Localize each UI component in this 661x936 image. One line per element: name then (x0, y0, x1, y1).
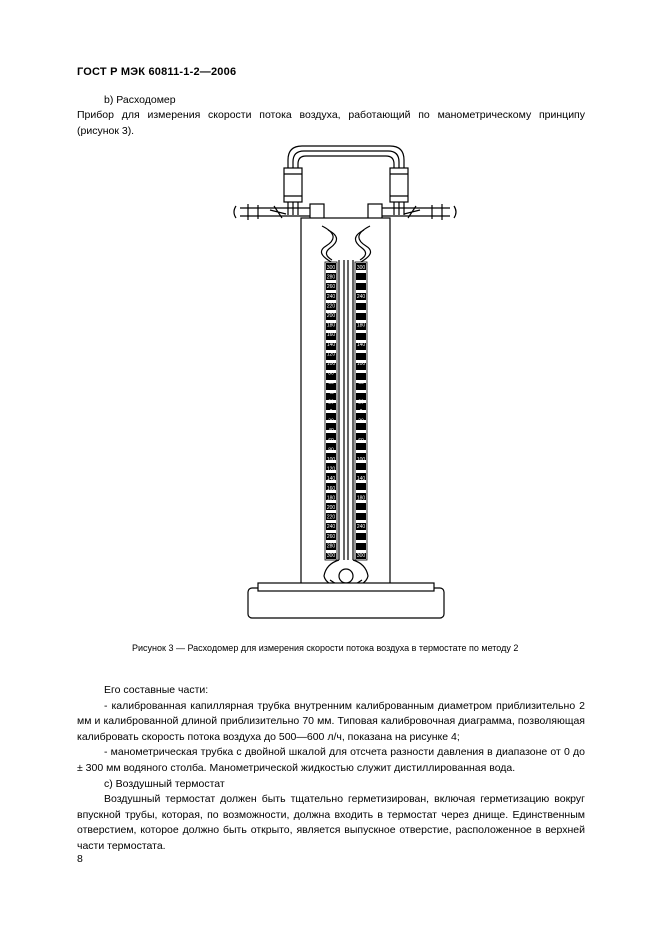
figure-caption: Рисунок 3 — Расходомер для измерения скорости потока воздуха в термостате по методу 2 (132, 643, 519, 653)
left-scale-label: 160 (326, 332, 336, 339)
right-scale-label: 300 (356, 553, 366, 559)
left-scale-label: 180 (326, 495, 336, 502)
right-scale-label: 180 (356, 322, 366, 329)
left-scale-label: 280 (326, 274, 336, 281)
right-scale-label: 140 (356, 476, 366, 483)
left-scale-label: 100 (326, 361, 336, 367)
section-b-description: Прибор для измерения скорости потока воздуха, работающий по манометрическому принципу (рисунок 3). (77, 109, 585, 137)
left-scale-label: 200 (326, 313, 336, 319)
right-scale-label: 20 (358, 399, 364, 406)
left-scale-label: 260 (326, 533, 336, 540)
left-scale-label: 40 (328, 389, 334, 396)
left-scale-label: 120 (326, 466, 336, 473)
right-scale-label: 300 (356, 265, 366, 271)
right-scale-label: 140 (356, 341, 366, 348)
left-scale-label: 120 (326, 351, 336, 358)
left-scale-label: 280 (326, 543, 336, 550)
components-intro: Его составные части: (104, 684, 209, 696)
flowmeter-figure (230, 140, 460, 630)
left-scale-label: 240 (326, 293, 336, 300)
component-item-capillary: - калиброванная капиллярная трубка внутренним калиброванным диаметром приблизительно 2 мм и калиброванной длиной приблизительно 70 мм. Типовая калибровочная диаграмма, позволяющая калибровать скорость потока воздуха до 500—600 л/ч, показана на рисунке 4; (77, 699, 585, 743)
left-scale-label: 300 (326, 553, 336, 559)
right-scale-label: 20 (358, 418, 364, 425)
left-scale-label: 140 (326, 476, 336, 483)
right-scale-label: 180 (356, 495, 366, 502)
left-scale-label: 40 (328, 428, 334, 435)
left-scale-label: 220 (326, 303, 336, 310)
left-scale-label: 100 (326, 457, 336, 463)
right-scale-label: 60 (358, 437, 364, 444)
right-scale-label: 240 (356, 524, 366, 531)
right-scale-label: 240 (356, 293, 366, 300)
left-scale-label: 60 (328, 380, 334, 387)
section-b-title: b) Расходомер (104, 94, 176, 106)
document-header: ГОСТ Р МЭК 60811-1-2—2006 (77, 66, 237, 78)
left-scale-label: 220 (326, 514, 336, 521)
right-scale-label: 100 (356, 457, 366, 463)
flowmeter-drawing (230, 140, 460, 625)
right-scale-label: 0 (359, 409, 363, 415)
body-text (77, 683, 585, 855)
component-item-manometer: - манометрическая трубка с двойной шкалой для отсчета разности давления в диапазоне от 0 до ± 300 мм водяного столба. Манометрической жидкостью служит дистиллированная вода. (77, 746, 585, 774)
section-c-title: с) Воздушный термостат (104, 777, 225, 790)
left-scale-label: 60 (328, 437, 334, 444)
left-scale-label: 240 (326, 524, 336, 531)
section-c-text: Воздушный термостат должен быть тщательно герметизирован, включая герметизацию вокруг впускной трубы, которая, по возможности, должна входить в термостат через днище. Единственным отверстием, которое должно быть открыто, является выпускное отверстие, расположенное в верхней части термостата. (77, 793, 585, 852)
left-scale-label: 300 (326, 265, 336, 271)
left-scale-label: 0 (329, 409, 333, 415)
left-scale-label: 180 (326, 322, 336, 329)
left-scale-label: 80 (328, 370, 334, 377)
left-scale-label: 80 (328, 447, 334, 454)
left-scale-label: 20 (328, 418, 334, 425)
page-number: 8 (77, 853, 83, 865)
left-scale-label: 140 (326, 341, 336, 348)
left-scale-label: 200 (326, 505, 336, 511)
right-scale-label: 60 (358, 380, 364, 387)
left-scale-label: 160 (326, 485, 336, 492)
right-scale-label: 100 (356, 361, 366, 367)
left-scale-label: 260 (326, 284, 336, 291)
left-scale-label: 20 (328, 399, 334, 406)
